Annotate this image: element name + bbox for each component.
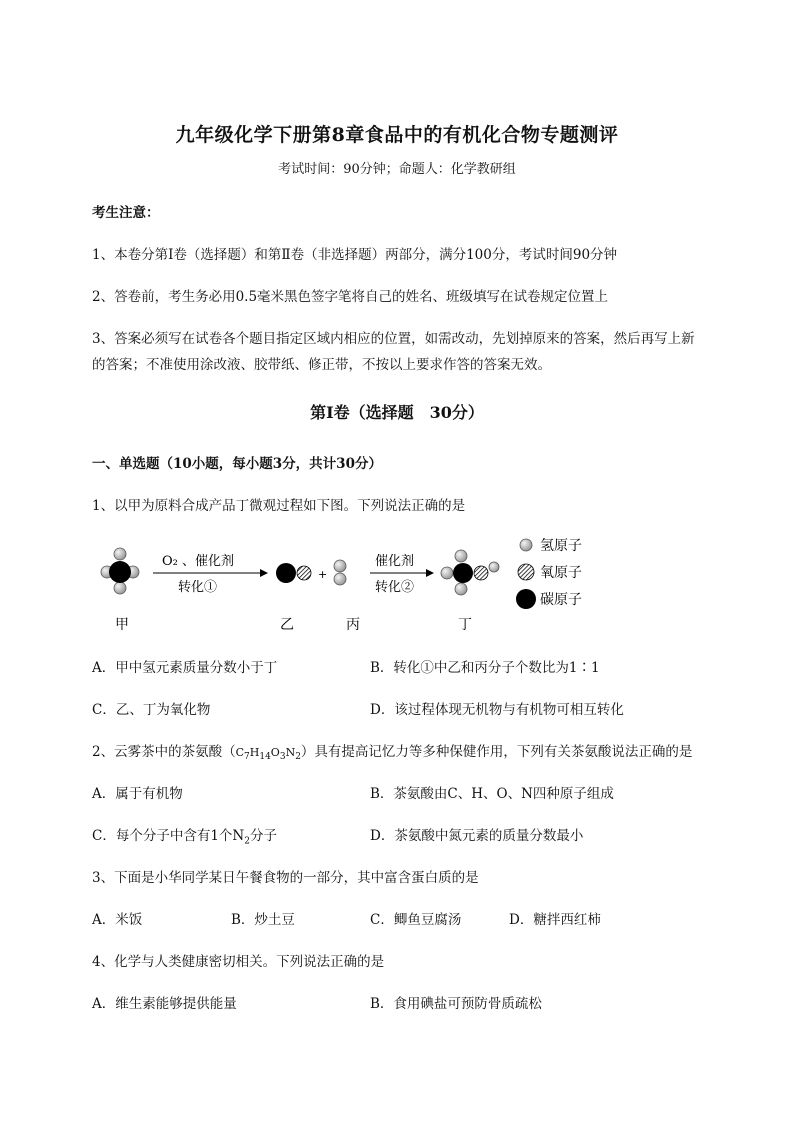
- legend-hydrogen: 氢原子: [540, 538, 582, 554]
- q1-option-d: D．该过程体现无机物与有机物可相互转化: [370, 702, 624, 718]
- part-heading: 一、单选题（10小题，每小题3分，共计30分）: [92, 456, 382, 472]
- page-title: 九年级化学下册第8章食品中的有机化合物专题测评: [175, 124, 619, 146]
- notice-item-2: 2、答卷前，考生务必用0.5毫米黑色签字笔将自己的姓名、班级填写在试卷规定位置上: [92, 289, 609, 305]
- molecule-jia: [101, 548, 139, 594]
- section-title: 第I卷（选择题 30分）: [310, 403, 484, 422]
- question-1-stem: 1、以甲为原料合成产品丁微观过程如下图。下列说法正确的是: [92, 498, 466, 514]
- q2-stem-start: 2、云雾茶中的茶氨酸（: [92, 744, 236, 760]
- legend: [516, 538, 582, 609]
- question-2-stem: [92, 740, 692, 762]
- q2-stem-end: ）具有提高记忆力等多种保健作用，下列有关茶氨酸说法正确的是: [300, 744, 693, 760]
- q2-option-b: B．茶氨酸由C、H、O、N四种原子组成: [370, 786, 614, 802]
- legend-carbon: 碳原子: [540, 592, 582, 608]
- notice-item-3: 3、答案必须写在试卷各个题目指定区域内相应的位置，如需改动，先划掉原来的答案，然后再写上新: [92, 331, 695, 347]
- q2-option-a: A．属于有机物: [92, 786, 183, 802]
- q2-formula: $C_7H_{14}O_3N_2$: [235, 746, 301, 763]
- q3-option-c: C．鲫鱼豆腐汤: [370, 912, 462, 928]
- plus-sign: +: [318, 568, 328, 581]
- q1-option-b: B．转化①中乙和丙分子个数比为1∶1: [370, 660, 600, 676]
- question-3-stem: 3、下面是小华同学某日午餐食物的一部分，其中富含蛋白质的是: [92, 870, 479, 886]
- exam-subtitle: 考试时间：90分钟；命题人：化学教研组: [278, 162, 516, 177]
- q2-option-d: D．茶氨酸中氮元素的质量分数最小: [370, 828, 584, 844]
- arrow2-bottom-label: 转化②: [375, 580, 415, 595]
- reaction-diagram: [90, 532, 610, 647]
- molecule-bing: [334, 560, 346, 585]
- q3-option-d: D．糖拌西红柿: [509, 912, 601, 928]
- notice-item-3-cont: 的答案；不准使用涂改液、胶带纸、修正带，不按以上要求作答的答案无效。: [92, 357, 551, 373]
- notice-item-1: 1、本卷分第I卷（选择题）和第Ⅱ卷（非选择题）两部分，满分100分，考试时间90分钟: [92, 247, 618, 263]
- q3-option-a: A．米饭: [92, 912, 143, 928]
- arrow2-top-label: 催化剂: [375, 554, 415, 569]
- question-4-stem: 4、化学与人类健康密切相关。下列说法正确的是: [92, 954, 385, 970]
- legend-oxygen: 氧原子: [540, 565, 582, 581]
- molecule-yi: [276, 563, 311, 583]
- label-jia: 甲: [115, 617, 129, 633]
- molecule-ding: [441, 550, 499, 595]
- q1-option-c: C．乙、丁为氧化物: [92, 702, 211, 718]
- label-yi: 乙: [280, 617, 294, 633]
- q4-option-a: A．维生素能够提供能量: [92, 996, 237, 1012]
- label-bing: 丙: [346, 617, 360, 633]
- arrow1-top-label: O₂ 、催化剂: [162, 554, 235, 569]
- q1-option-a: A．甲中氢元素质量分数小于丁: [92, 660, 278, 676]
- label-ding: 丁: [458, 617, 472, 633]
- notice-heading: 考生注意：: [92, 205, 160, 221]
- arrow1-bottom-label: 转化①: [178, 580, 218, 595]
- q2-option-c: C．每个分子中含有1个$N_2$分子: [92, 828, 277, 847]
- q4-option-b: B．食用碘盐可预防骨质疏松: [370, 996, 542, 1012]
- q3-option-b: B．炒土豆: [231, 912, 295, 928]
